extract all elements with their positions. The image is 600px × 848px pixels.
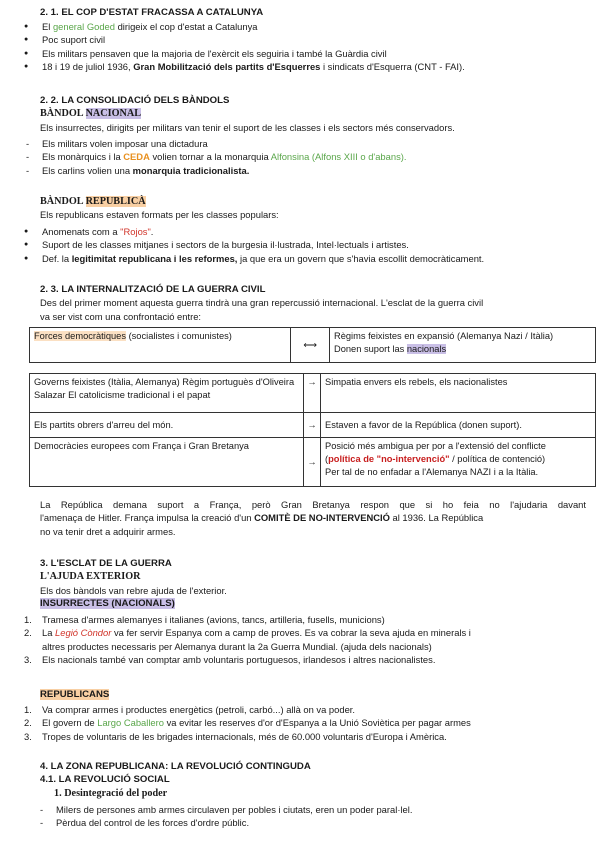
republicans-block xyxy=(40,688,590,701)
subheading-insurrectes: INSURRECTES (NACIONALS) xyxy=(40,598,175,610)
table-cell: Governs feixistes (Itàlia, Alemanya) Règim portuguès d'Oliveira Salazar El catolicisme tradicional i el papat xyxy=(30,374,304,413)
republica-list xyxy=(24,225,590,265)
list-item: 1. Tramesa d'armes alemanyes i italianes (avions, tancs, artilleria, fusells, municions) xyxy=(24,614,385,625)
paragraph: Els insurrectes, dirigits per militars van tenir el suport de les classes i els sectors més conservadors. xyxy=(40,121,455,133)
section-2-1 xyxy=(40,6,590,19)
section-title: 2. 1. EL COP D'ESTAT FRACASSA A CATALUNYA xyxy=(40,7,264,18)
after-table-text xyxy=(40,498,586,538)
arrow-icon: → xyxy=(304,438,321,487)
subsubheading: 1. Desintegració del poder xyxy=(54,787,168,799)
table-cell: Règims feixistes en expansió (Alemanya Nazi / Itàlia) Donen suport las nacionals xyxy=(330,328,596,363)
list-item: ● 18 i 19 de juliol 1936, Gran Mobilització dels partits d'Esquerres i sindicats d'Esquerra (CNT - FAI). xyxy=(24,60,590,73)
section-2-2 xyxy=(40,94,590,134)
table-row xyxy=(30,374,596,413)
table-cell: Estaven a favor de la República (donen suport). xyxy=(321,413,596,438)
section-3 xyxy=(40,557,590,611)
reactions-table xyxy=(29,373,596,487)
section-title: 2. 2. LA CONSOLIDACIÓ DELS BÀNDOLS xyxy=(40,95,230,106)
list-item: 3. Tropes de voluntaris de les brigades internacionals, més de 60.000 voluntaris d'Europa i Amèrica. xyxy=(24,730,447,742)
paragraph: Des del primer moment aquesta guerra tindrà una gran repercussió internacional. L'esclat de la guerra civil xyxy=(40,297,484,309)
paragraph: La República demana suport a França, però Gran Bretanya respon que si ho feia no l'ajudaria davant xyxy=(40,499,586,510)
table-row xyxy=(30,438,596,487)
section-title: 3. L'ESCLAT DE LA GUERRA xyxy=(40,558,172,569)
section-4-list xyxy=(38,803,590,830)
paragraph: Els republicans estaven formats per les classes populars: xyxy=(40,209,279,221)
paragraph: va ser vist com una confrontació entre: xyxy=(40,310,202,322)
subheading: L'AJUDA EXTERIOR xyxy=(40,571,141,583)
list-item: 2. El govern de Largo Caballero va evitar les reserves d'or d'Espanya a la Unió Soviètica per pagar armes xyxy=(24,717,471,729)
arrow-icon: → xyxy=(304,413,321,438)
arrow-icon: → xyxy=(304,374,321,413)
table-cell: Simpatia envers els rebels, els nacionalistes xyxy=(321,374,596,413)
table-cell: Posició més ambigua per por a l'extensió del conflicte (política de "no-intervenció" / política de contenció) Per tal de no enfadar a l'Alemanya NAZI i a la Itàlia. xyxy=(321,438,596,487)
list-item: 1. Va comprar armes i productes energètics (petroli, carbó...) allà on va poder. xyxy=(24,704,355,715)
section-4 xyxy=(40,760,590,800)
list-item: ● Els militars pensaven que la majoria de l'exèrcit els seguiria i també la Guàrdia civil xyxy=(24,47,590,60)
table-cell: Els partits obrers d'arreu del món. xyxy=(30,413,304,438)
insurrectes-list xyxy=(24,613,590,667)
subheading-republicans: REPUBLICANS xyxy=(40,689,110,700)
subheading-nacional: BÀNDOL NACIONAL xyxy=(40,108,142,120)
list-item: 2. La Legió Còndor va fer servir Espanya com a camp de proves. Es va cobrar la seva ajuda en minerals i altres productes necessaris per Alemanya durant la 2a Guerra Mundial. (ajuda dels nacionals) xyxy=(24,627,471,652)
list-item: ● Anomenats com a "Rojos". xyxy=(24,225,590,238)
list-item: ● Suport de les classes mitjanes i sectors de la burgesia il·lustrada, Intel·lectuals i artistes. xyxy=(24,238,590,251)
list-item: 3. Els nacionals també van comptar amb voluntaris portuguesos, irlandesos i altres nacionalistes. xyxy=(24,654,436,666)
table-cell: Democràcies europees com França i Gran Bretanya xyxy=(30,438,304,487)
section-title: 2. 3. LA INTERNALITZACIÓ DE LA GUERRA CIVIL xyxy=(40,284,266,295)
republicans-list xyxy=(24,703,590,743)
subheading: 4.1. LA REVOLUCIÓ SOCIAL xyxy=(40,774,170,786)
table-cell: Forces democràtiques (socialistes i comunistes) xyxy=(30,328,291,363)
list-item: - Milers de persones amb armes circulaven per pobles i ciutats, eren un poder paral·lel. xyxy=(38,803,590,816)
list-item: - Els militars volen imposar una dictadura xyxy=(24,137,590,150)
list-item: - Els carlins volien una monarquia tradicionalista. xyxy=(24,164,590,177)
nacional-list xyxy=(24,137,590,177)
table-row xyxy=(30,328,596,363)
confrontation-table xyxy=(29,327,596,363)
section-title: 4. LA ZONA REPUBLICANA: LA REVOLUCIÓ CONTINGUDA xyxy=(40,761,311,772)
paragraph: l'amenaça de Hitler. França impulsa la creació d'un COMITÈ DE NO-INTERVENCIÓ al 1936. La República xyxy=(40,512,484,524)
list-item: ● Def. la legitimitat republicana i les reformes, ja que era un govern que s'havia escollit democràticament. xyxy=(24,252,590,265)
republica-block xyxy=(40,195,590,222)
list-item: ● Poc suport civil xyxy=(24,33,590,46)
section-2-1-list xyxy=(24,20,590,74)
paragraph: no va tenir dret a adquirir armes. xyxy=(40,525,176,537)
list-item: - Els monàrquics i la CEDA volien tornar a la monarquia Alfonsina (Alfons XIII o d'abans). xyxy=(24,150,590,163)
paragraph: Els dos bàndols van rebre ajuda de l'exterior. xyxy=(40,584,227,596)
section-2-3 xyxy=(40,283,590,323)
subheading-republica: BÀNDOL REPUBLICÀ xyxy=(40,196,146,207)
double-arrow-icon: ⟷ xyxy=(291,328,330,363)
list-item: ● El general Goded dirigeix el cop d'estat a Catalunya xyxy=(24,20,590,33)
table-row xyxy=(30,413,596,438)
list-item: - Pèrdua del control de les forces d'ordre públic. xyxy=(38,816,590,829)
